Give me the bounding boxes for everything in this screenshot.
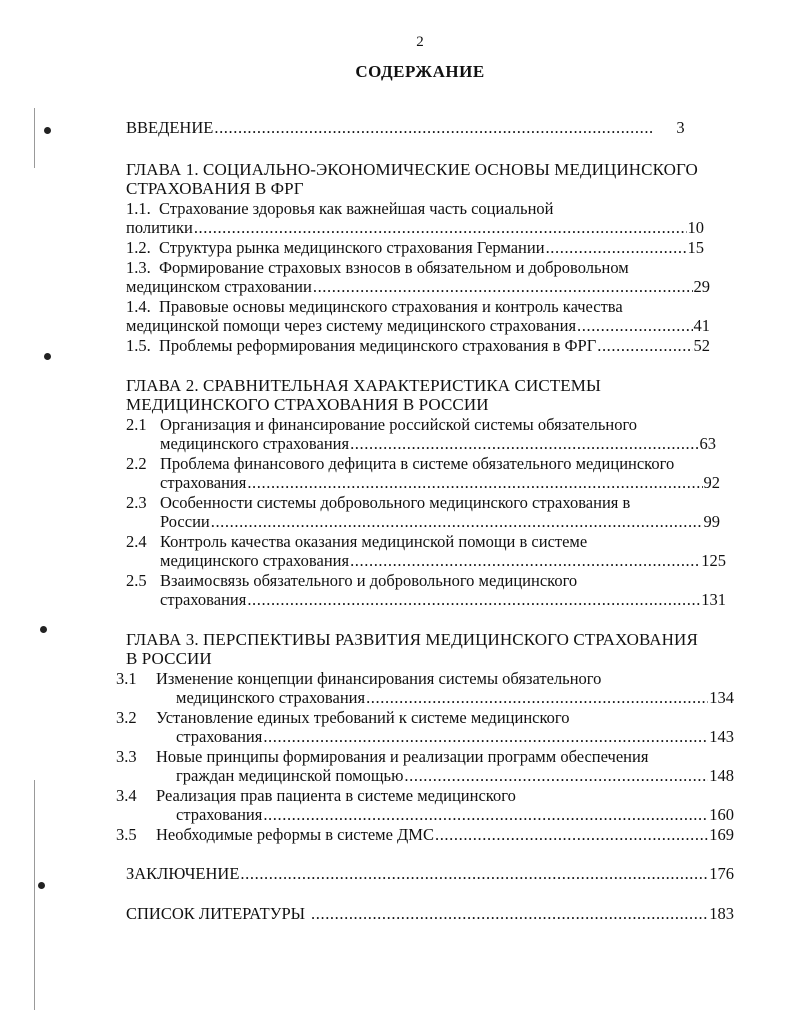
section-number: 3.3 [116, 747, 137, 766]
toc-entry-3-3-cont [176, 766, 734, 785]
section-number: 1.5. [126, 336, 151, 355]
section-number: 1.2. [126, 238, 151, 257]
section-title-cont: политики [126, 218, 193, 237]
toc-entry-1-3 [126, 258, 629, 277]
dot-leader [577, 316, 692, 335]
page-number: 2 [416, 34, 424, 50]
chapter-heading: МЕДИЦИНСКОГО СТРАХОВАНИЯ В РОССИИ [126, 395, 489, 414]
dot-leader [350, 551, 700, 570]
section-number: 3.1 [116, 669, 137, 688]
chapter-heading: В РОССИИ [126, 649, 212, 668]
toc-page: 125 [701, 551, 726, 570]
page-title: СОДЕРЖАНИЕ [355, 62, 485, 81]
toc-page: 63 [699, 434, 716, 453]
section-number: 2.5 [126, 571, 147, 590]
binding-hole-mark [40, 626, 47, 633]
section-title-cont: страхования [176, 805, 263, 824]
dot-leader [366, 688, 708, 707]
binding-hole-mark [38, 882, 45, 889]
toc-entry-3-4-cont [176, 805, 734, 824]
toc-page: 169 [709, 825, 734, 844]
section-title: Взаимосвязь обязательного и добровольного медицинского [160, 571, 578, 590]
dot-leader [313, 277, 693, 296]
section-number: 2.3 [126, 493, 147, 512]
toc-entry-1-1 [126, 199, 553, 218]
section-number: 1.1. [126, 199, 151, 218]
section-title-cont: медицинского страхования [176, 688, 366, 707]
section-title: Необходимые реформы в системе ДМС [156, 825, 434, 844]
toc-page: 131 [701, 590, 726, 609]
toc-entry-1-1-cont [126, 218, 704, 237]
toc-entry-2-1-cont [160, 434, 716, 453]
toc-page: 29 [693, 277, 710, 296]
toc-page: 148 [709, 766, 734, 785]
toc-entry-1-2 [126, 238, 704, 257]
section-number: 1.3. [126, 258, 151, 277]
binding-hole-mark [44, 127, 51, 134]
section-number: 3.2 [116, 708, 137, 727]
section-title: Реализация прав пациента в системе медицинского [156, 786, 516, 805]
toc-label: ЗАКЛЮЧЕНИЕ [126, 864, 240, 883]
scan-edge-line [34, 780, 35, 1010]
toc-page: 134 [709, 688, 734, 707]
section-title: Структура рынка медицинского страхования Германии [159, 238, 545, 257]
section-title-cont: страхования [160, 590, 247, 609]
section-title: Установление единых требований к системе медицинского [156, 708, 570, 727]
dot-leader [404, 766, 708, 785]
toc-entry-3-1-cont [176, 688, 734, 707]
toc-entry-3-5 [156, 825, 734, 844]
scan-edge-line [34, 108, 35, 168]
section-title-cont: медицинской помощи через систему медицинского страхования [126, 316, 577, 335]
section-number: 2.2 [126, 454, 147, 473]
chapter-heading: ГЛАВА 3. ПЕРСПЕКТИВЫ РАЗВИТИЯ МЕДИЦИНСКОГО СТРАХОВАНИЯ [126, 630, 698, 649]
toc-page: 52 [693, 336, 710, 355]
section-title: Проблемы реформирования медицинского страхования в ФРГ [159, 336, 597, 355]
toc-entry-1-4 [126, 297, 623, 316]
toc-entry-intro [126, 118, 694, 137]
section-number: 3.5 [116, 825, 137, 844]
toc-page: 99 [703, 512, 720, 531]
dot-leader [350, 434, 698, 453]
dot-leader [597, 336, 692, 355]
toc-label: СПИСОК ЛИТЕРАТУРЫ [126, 904, 306, 923]
toc-page: 92 [703, 473, 720, 492]
toc-entry-conclusion [126, 864, 734, 883]
toc-entry-1-3-cont [126, 277, 710, 296]
dot-leader [240, 864, 708, 883]
section-title: Правовые основы медицинского страхования и контроль качества [159, 297, 623, 316]
section-title: Особенности системы добровольного медицинского страхования в [160, 493, 631, 512]
section-title-cont: России [160, 512, 210, 531]
section-title: Изменение концепции финансирования системы обязательного [156, 669, 602, 688]
section-number: 2.1 [126, 415, 147, 434]
section-title: Формирование страховых взносов в обязательном и добровольном [159, 258, 629, 277]
dot-leader [247, 590, 700, 609]
section-title-cont: граждан медицинской помощью [176, 766, 404, 785]
toc-entry-2-3-cont [160, 512, 720, 531]
toc-entry-1-4-cont [126, 316, 710, 335]
chapter-heading: СТРАХОВАНИЯ В ФРГ [126, 179, 304, 198]
section-title: Страхование здоровья как важнейшая часть социальной [159, 199, 554, 218]
dot-leader [546, 238, 687, 257]
binding-hole-mark [44, 353, 51, 360]
dot-leader [211, 512, 703, 531]
dot-leader [435, 825, 708, 844]
section-title: Организация и финансирование российской системы обязательного [160, 415, 638, 434]
section-title: Контроль качества оказания медицинской помощи в системе [160, 532, 588, 551]
section-title-cont: страхования [160, 473, 247, 492]
section-number: 1.4. [126, 297, 151, 316]
section-title-cont: страхования [176, 727, 263, 746]
toc-entry-bibliography [126, 904, 734, 923]
toc-entry-2-2-cont [160, 473, 720, 492]
toc-entry-1-5 [126, 336, 710, 355]
section-title: Проблема финансового дефицита в системе обязательного медицинского [160, 454, 675, 473]
toc-page: 160 [709, 805, 734, 824]
toc-page: 15 [687, 238, 704, 257]
chapter-heading: ГЛАВА 2. СРАВНИТЕЛЬНАЯ ХАРАКТЕРИСТИКА СИСТЕМЫ [126, 376, 601, 395]
section-number: 2.4 [126, 532, 147, 551]
section-title-cont: медицинском страховании [126, 277, 312, 296]
toc-page: 41 [693, 316, 710, 335]
toc-page: 10 [687, 218, 704, 237]
toc-entry-3-2-cont [176, 727, 734, 746]
dot-leader [247, 473, 702, 492]
dot-leader [194, 218, 687, 237]
toc-entry-2-5-cont [160, 590, 726, 609]
dot-leader [263, 805, 708, 824]
chapter-heading: ГЛАВА 1. СОЦИАЛЬНО-ЭКОНОМИЧЕСКИЕ ОСНОВЫ МЕДИЦИНСКОГО [126, 160, 698, 179]
toc-page: 143 [709, 727, 734, 746]
dot-leader [214, 118, 654, 137]
toc-label: ВВЕДЕНИЕ [126, 118, 214, 137]
toc-page: 176 [709, 864, 734, 883]
dot-leader [263, 727, 708, 746]
toc-page: 183 [709, 904, 734, 923]
section-title-cont: медицинского страхования [160, 434, 350, 453]
section-number: 3.4 [116, 786, 137, 805]
toc-page: 3 [676, 118, 685, 137]
dot-leader [311, 904, 708, 923]
section-title: Новые принципы формирования и реализации программ обеспечения [156, 747, 649, 766]
section-title-cont: медицинского страхования [160, 551, 350, 570]
toc-entry-2-4-cont [160, 551, 726, 570]
